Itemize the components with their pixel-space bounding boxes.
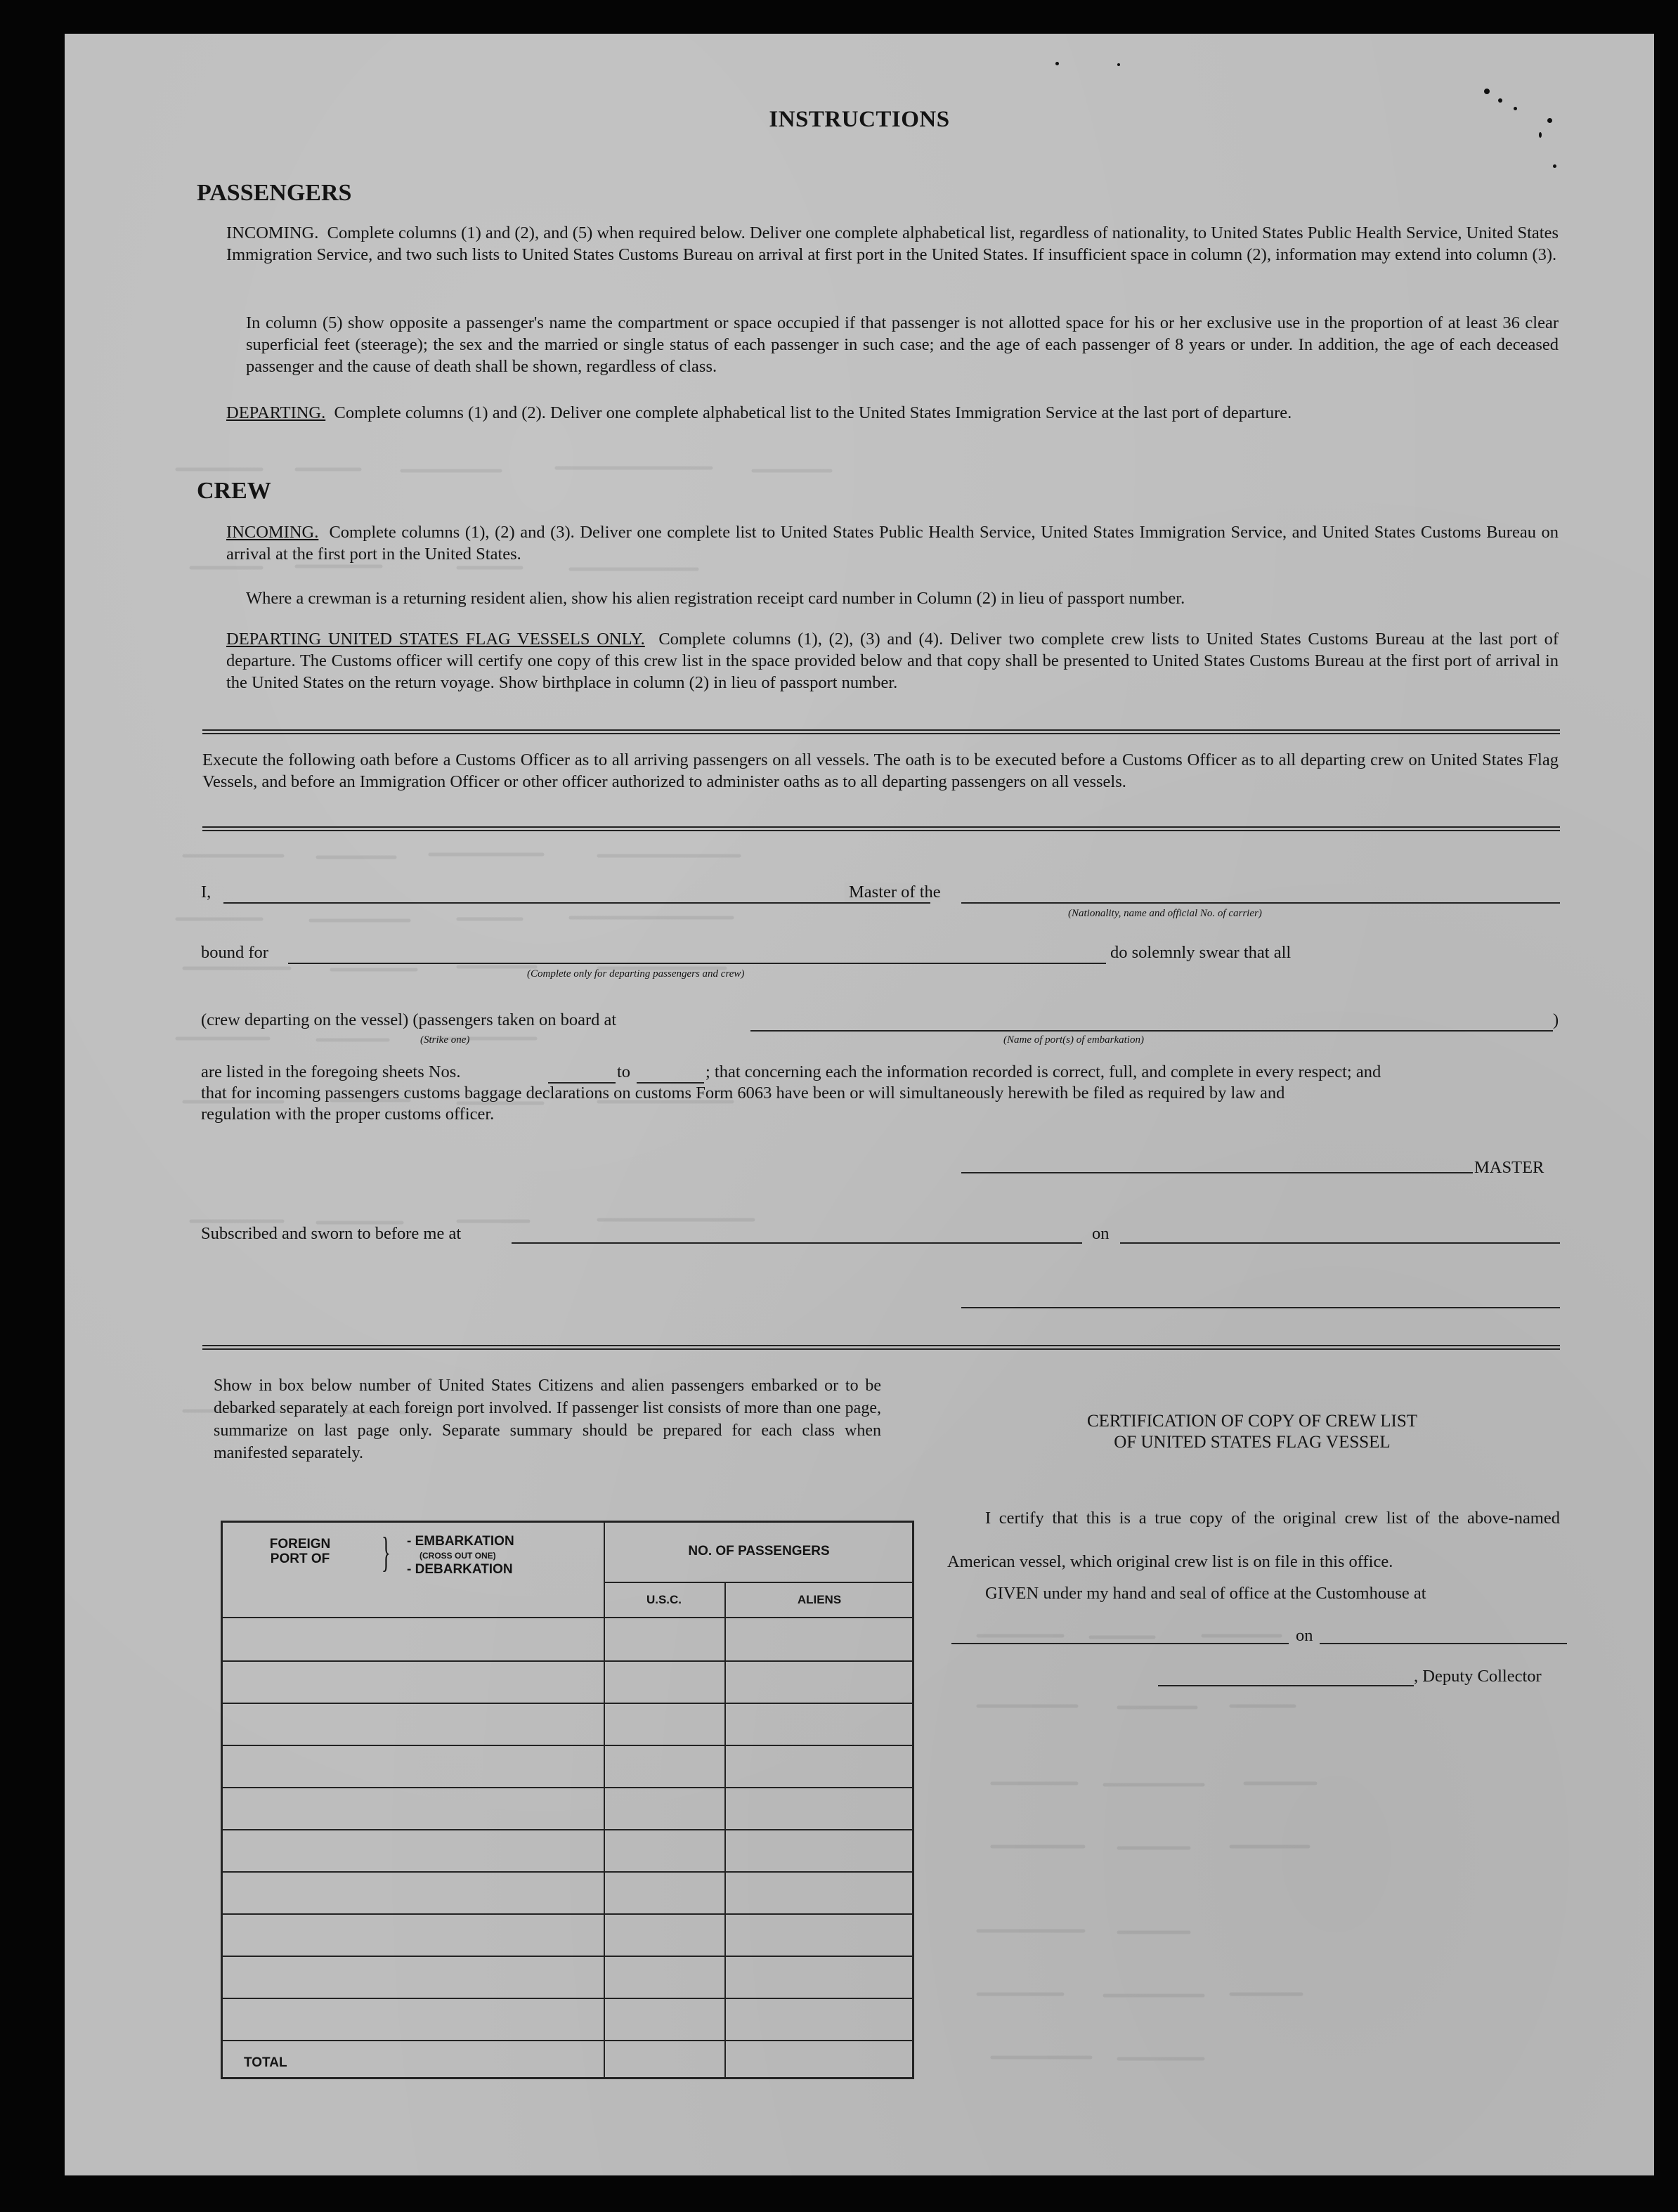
no-of-passengers-header: NO. OF PASSENGERS: [688, 1544, 830, 1559]
passenger-summary-table: [221, 1521, 914, 2079]
ink-speck: [1055, 62, 1059, 65]
ink-speck: [1117, 63, 1120, 66]
crew-incoming-instructions: [226, 521, 1559, 565]
name-of-ports-caption: (Name of port(s) of embarkation): [1003, 1034, 1144, 1046]
page-title: INSTRUCTIONS: [769, 107, 950, 132]
usc-header: U.S.C.: [646, 1593, 682, 1606]
certification-statement: I certify that this is a true copy of the original crew list of the above-named American vessel, which original crew list is on file in this office.: [947, 1509, 1560, 1571]
crew-resident-instructions: Where a crewman is a returning resident alien, show his alien registration receipt card number in Column (2) in lieu of passport number.: [246, 589, 1185, 608]
ink-speck: [1498, 98, 1502, 103]
table-row-divider: [223, 1998, 912, 1999]
crew-departing-label: (crew departing on the vessel) (passengers taken on board at: [201, 1010, 617, 1029]
form-page: [65, 34, 1654, 2175]
crew-incoming-lead: INCOMING.: [226, 523, 319, 542]
sheets-to-label: to: [617, 1062, 631, 1081]
table-row-divider: [223, 1913, 912, 1915]
passengers-departing-text: Complete columns (1) and (2). Deliver one complete alphabetical list to the United States Immigration Service at the last port of departure.: [334, 403, 1292, 422]
table-row-divider: [223, 1871, 912, 1873]
passengers-incoming-lead: INCOMING.: [226, 223, 319, 242]
master-of-label: Master of the: [845, 883, 941, 902]
ink-speck: [1553, 164, 1556, 168]
section-divider: [202, 1345, 1560, 1350]
sworn-date-field[interactable]: [1120, 1242, 1560, 1244]
section-divider: [202, 826, 1560, 831]
crew-incoming-text: Complete columns (1), (2) and (3). Deliver one complete list to United States Public Health Service, United States Immigration Service, and United States Customs Bureau on arrival at the first port in the United States.: [226, 523, 1559, 564]
given-under-hand: GIVEN under my hand and seal of office at the Customhouse at: [985, 1584, 1426, 1603]
sworn-on-label: on: [1092, 1224, 1110, 1243]
certification-title-line1: CERTIFICATION OF COPY OF CREW LIST: [1086, 1412, 1418, 1431]
oath-intro: Execute the following oath before a Customs Officer as to all arriving passengers on all vessels. The oath is to be executed before a Customs Officer as to all departing crew on United States Flag Vessels, and before an Immigration Officer or other officer authorized to administer oaths as to all departing passengers on all vessels.: [202, 750, 1559, 791]
subscribed-label: Subscribed and sworn to before me at: [201, 1224, 462, 1243]
sheets-statement-1: ; that concerning each the information recorded is correct, full, and complete in every respect; and: [705, 1062, 1381, 1081]
complete-only-caption: (Complete only for departing passengers and crew): [527, 968, 745, 980]
certification-title-line2: OF UNITED STATES FLAG VESSEL: [1114, 1433, 1391, 1452]
sheets-statement-3: regulation with the proper customs officer.: [201, 1105, 495, 1124]
table-row-divider: [223, 1829, 912, 1830]
crew-heading: CREW: [197, 478, 271, 504]
cross-out-one-caption: (CROSS OUT ONE): [420, 1551, 496, 1561]
ink-speck: [1539, 132, 1542, 138]
solemnly-swear-label: do solemnly swear that all: [1110, 943, 1292, 962]
ink-speck: [1484, 89, 1490, 94]
sheets-label: are listed in the foregoing sheets Nos.: [201, 1062, 461, 1081]
table-row-divider: [223, 1703, 912, 1704]
master-label: MASTER: [1474, 1158, 1544, 1177]
table-row-divider: [223, 1617, 912, 1618]
passengers-departing-instructions: [226, 402, 1559, 424]
closing-paren: ): [1553, 1010, 1559, 1029]
crew-departing-instructions: [226, 628, 1559, 694]
table-row-divider: [223, 1660, 912, 1662]
certification-title: [936, 1411, 1568, 1453]
table-row-divider: [223, 1956, 912, 1957]
nationality-caption: (Nationality, name and official No. of carrier): [1068, 908, 1262, 919]
passengers-departing-lead: DEPARTING.: [226, 403, 326, 422]
table-row-divider: [223, 1745, 912, 1746]
table-row-divider: [223, 2040, 912, 2041]
certification-date-field[interactable]: [1320, 1643, 1567, 1644]
bound-for-field[interactable]: [288, 963, 1106, 964]
deputy-collector-label: , Deputy Collector: [1414, 1667, 1542, 1686]
foreign-port-header: FOREIGN PORT OF: [269, 1537, 331, 1566]
passengers-column5-instructions: In column (5) show opposite a passenger's name the compartment or space occupied if that passenger is not allotted space for his or her exclusive use in the proportion of at least 36 clear superficial feet (steerage); the sex and the married or single status of each passenger in such case; and the age of each passenger of 8 years or under. In addition, the age of each deceased passenger and the cause of death shall be shown, regardless of class.: [246, 313, 1559, 376]
brace-icon: }: [381, 1529, 391, 1575]
strike-one-caption: (Strike one): [420, 1034, 470, 1046]
deputy-collector-signature-field[interactable]: [1158, 1685, 1414, 1686]
certification-on-label: on: [1296, 1626, 1313, 1645]
passengers-heading: PASSENGERS: [197, 180, 352, 206]
table-row-divider: [223, 1787, 912, 1788]
crew-departing-lead: DEPARTING UNITED STATES FLAG VESSELS ONLY.: [226, 630, 645, 649]
summary-instructions: Show in box below number of United States Citizens and alien passengers embarked or to be debarked separately at each foreign port involved. If passenger list consists of more than one page, summarize on last page only. Separate summary should be prepared for each class when manifested separately.: [214, 1377, 881, 1462]
table-header-divider: [604, 1582, 912, 1583]
sheets-statement-2: that for incoming passengers customs baggage declarations on customs Form 6063 have been or will simultaneously herewith be filed as required by law and: [201, 1084, 1285, 1102]
debarkation-option[interactable]: - DEBARKATION: [407, 1562, 513, 1577]
oath-i-label: I,: [201, 883, 212, 902]
officer-signature-field[interactable]: [961, 1307, 1560, 1308]
carrier-field[interactable]: [961, 902, 1560, 904]
embarkation-port-field[interactable]: [750, 1030, 1553, 1032]
crew-departing-text: Complete columns (1), (2), (3) and (4). Deliver two complete crew lists to United States Customs Bureau at the last port of departure. The Customs officer will certify one copy of this crew list in the space provided below and that copy shall be presented to United States Customs Bureau at the first port of arrival in the United States on the return voyage. Show birthplace in column (2) in lieu of passport number.: [226, 630, 1559, 692]
embarkation-option[interactable]: - EMBARKATION: [407, 1534, 514, 1549]
aliens-header: ALIENS: [797, 1593, 842, 1606]
section-divider: [202, 729, 1560, 734]
total-label: TOTAL: [244, 2055, 287, 2070]
bound-for-label: bound for: [201, 943, 268, 962]
passengers-incoming-instructions: [226, 222, 1559, 266]
customhouse-field[interactable]: [951, 1643, 1289, 1644]
master-signature-field[interactable]: [961, 1172, 1473, 1173]
passengers-incoming-text: Complete columns (1) and (2), and (5) when required below. Deliver one complete alphabetical list, regardless of nationality, to United States Public Health Service, United States Immigration Service, and two such lists to United States Customs Bureau on arrival at first port in the United States. If insufficient space in column (2), information may extend into column (3).: [226, 223, 1559, 264]
master-name-field[interactable]: [223, 902, 930, 904]
sworn-place-field[interactable]: [512, 1242, 1082, 1244]
